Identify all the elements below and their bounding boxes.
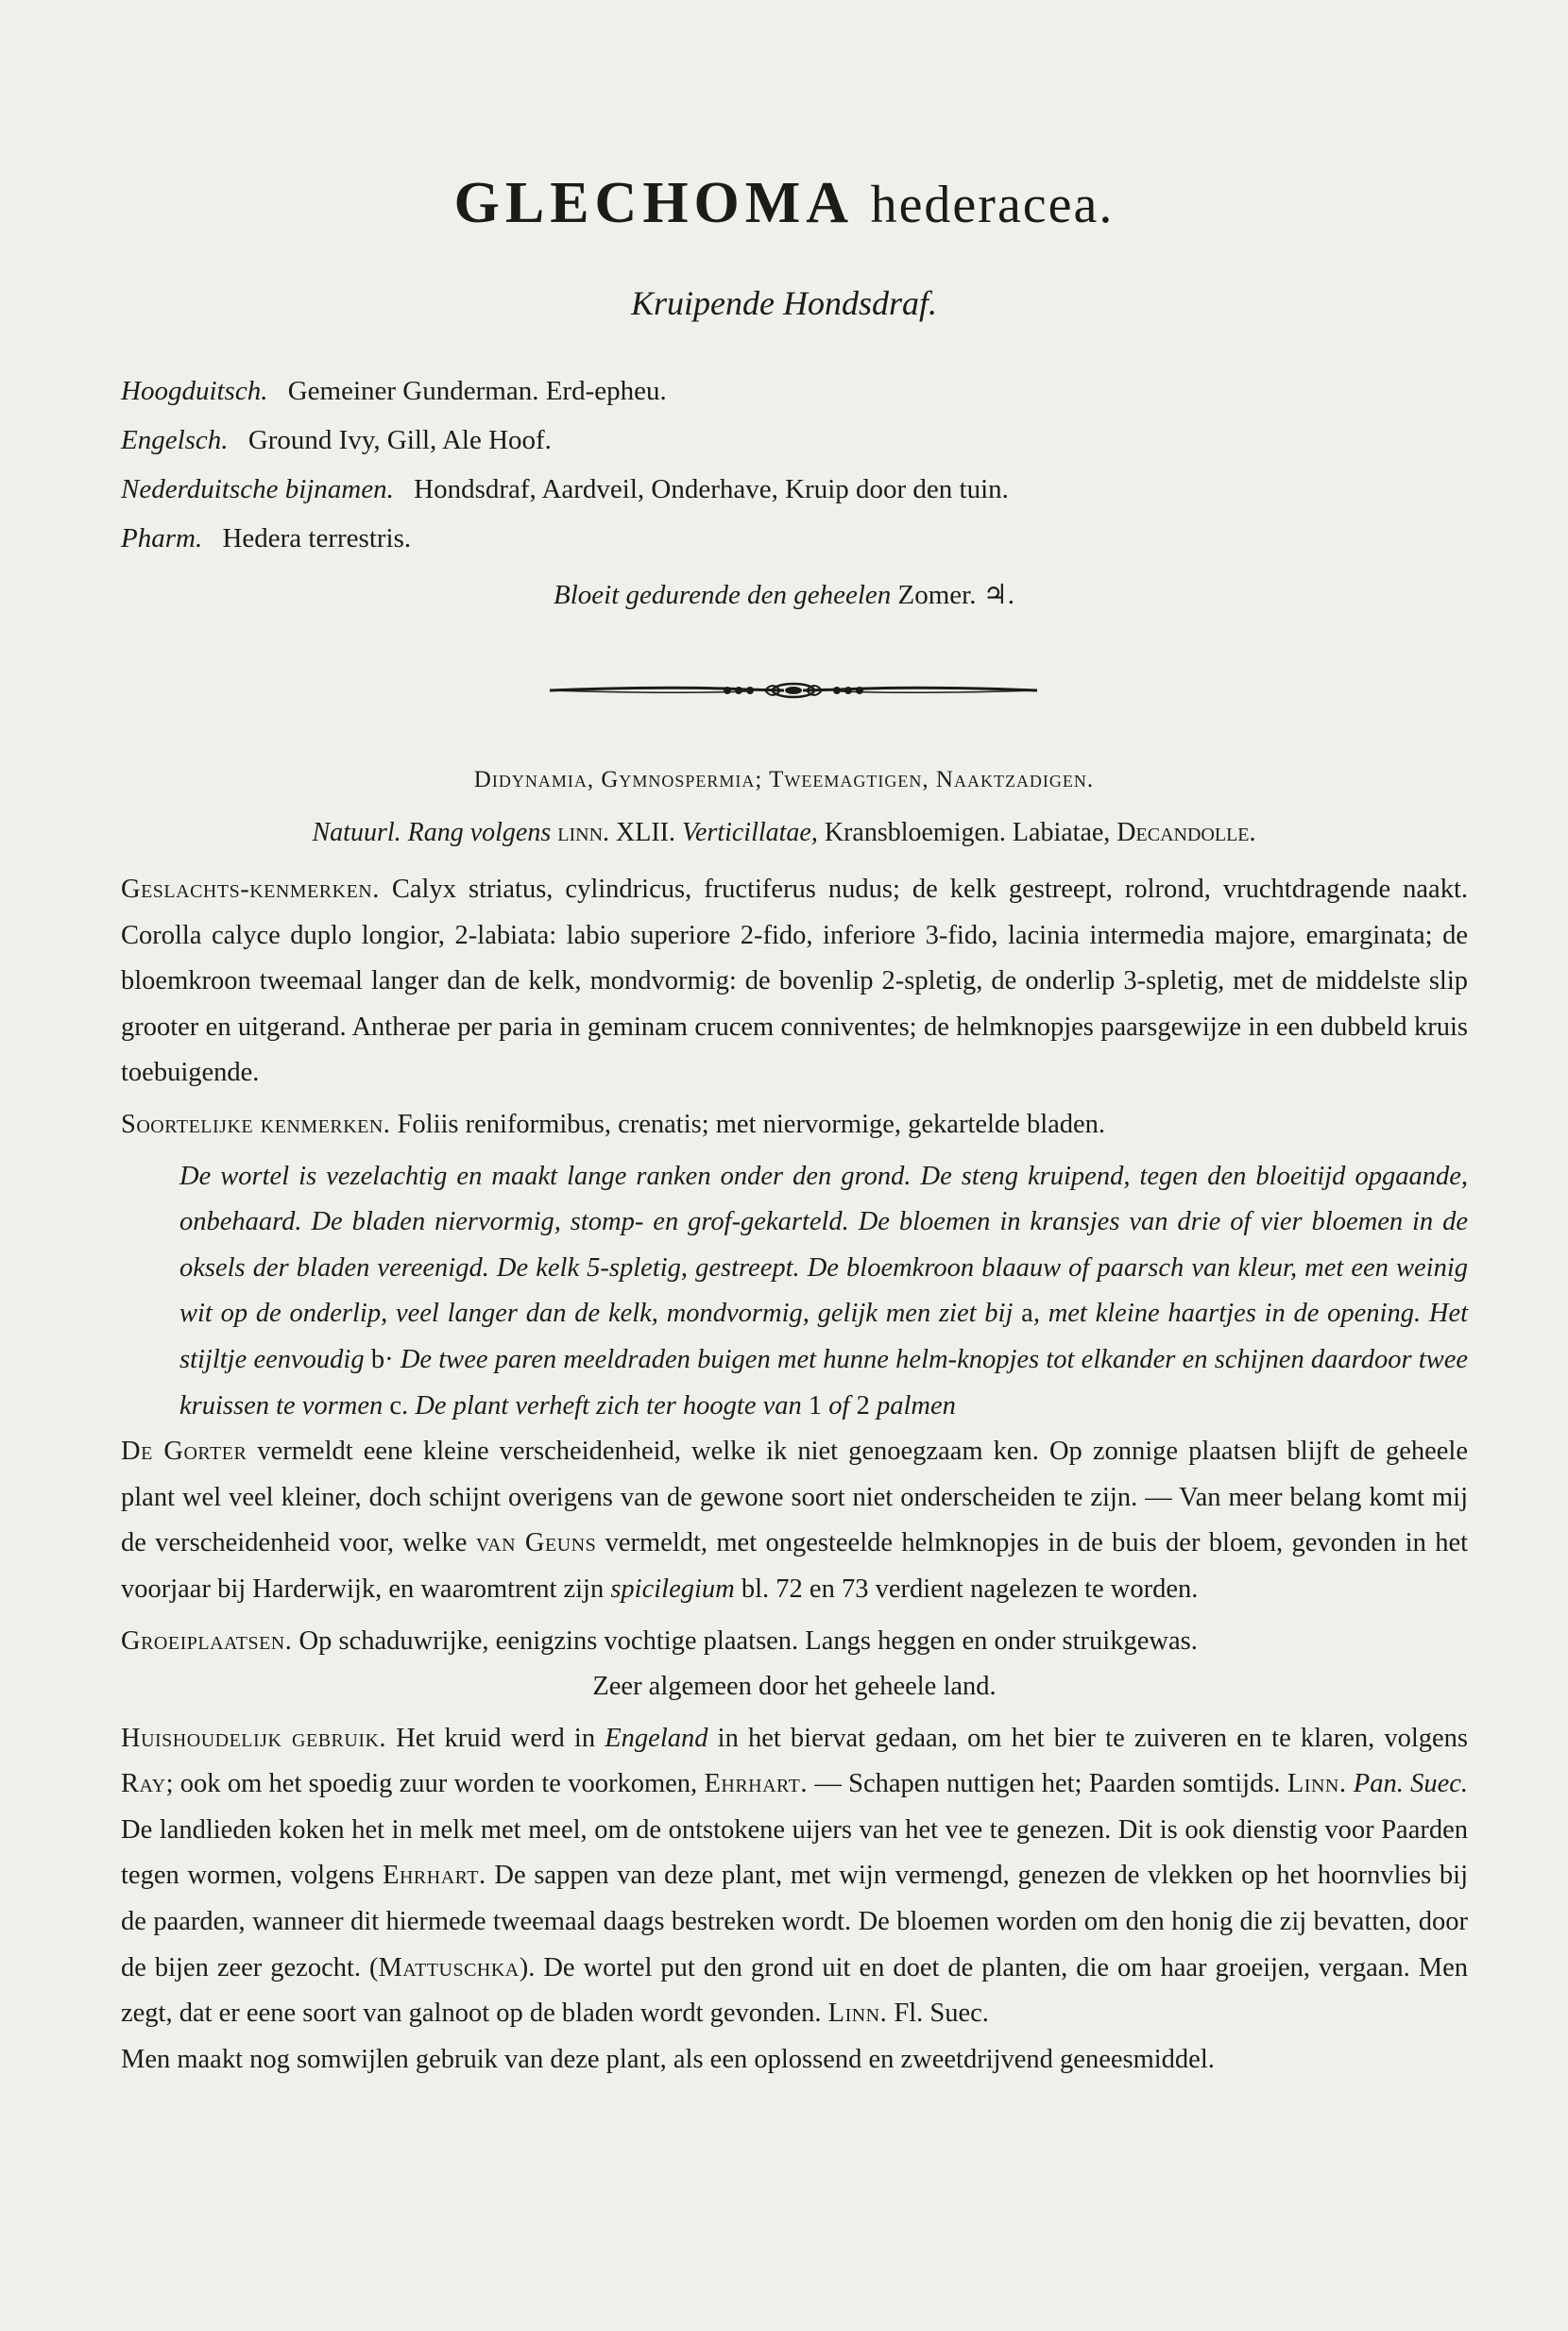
vernacular-value: Hedera terrestris.: [222, 523, 412, 553]
description-text: palmen: [876, 1390, 956, 1421]
linnaeus-ref: linn.: [557, 818, 610, 847]
description-text: De plant verheft zich ter hoogte van: [415, 1390, 802, 1421]
section-heading: Huishoudelijk gebruik.: [121, 1723, 387, 1753]
bloom-line: [0, 578, 1568, 611]
section-text: De sappen van deze plant, met wijn vermengd, genezen de vlekken op het hoornvlies bij de paarden, wanneer dit hiermede tweemaal daags bestreken wordt. De bloemen worden om den honig die zij bevatten, door de bijen zeer gezocht. (: [121, 1861, 1469, 1982]
paragraph-text: bl. 72 en 73 verdient nagelezen te worden.: [741, 1574, 1199, 1604]
description-text: De wortel is vezelachtig en maakt lange ranken onder den grond. De steng kruipend, tegen den bloeitijd opgaande, onbehaard. De bladen niervormig, stomp- en grof-gekarteld. De bloemen in kransjes van drie of vier bloemen in de oksels der bladen vereenigd. De kelk 5-spletig, gestreept. De bloemkroon blaauw of paarsch van kleur, met een weinig wit op de onderlip, veel langer dan de kelk, mondvormig, gelijk men ziet bij: [179, 1161, 1468, 1329]
classification-line: Didynamia, Gymnospermia; Tweemagtigen, Naaktzadigen.: [473, 767, 1095, 792]
closing-sentence: Men maakt nog somwijlen gebruik van deze plant, als een oplossend en zweetdrijvend geneesmiddel.: [121, 2044, 1215, 2074]
rank-prefix: Natuurl. Rang volgens: [312, 818, 552, 847]
figure-ref-b: b·: [370, 1344, 394, 1374]
vernacular-lang: Engelsch.: [121, 425, 229, 455]
paragraph-text: vermeldt, met ongesteelde helmknopjes in de buis der bloem, gevonden in het voorjaar bij Harderwijk, en waaromtrent zijn: [121, 1528, 1469, 1604]
perennial-symbol: ♃.: [982, 580, 1014, 610]
page-title: [0, 170, 1568, 237]
section-heading: Groeiplaatsen.: [121, 1625, 293, 1656]
place-name: Engeland: [605, 1723, 708, 1753]
habitat: [121, 1619, 1468, 1665]
bloom-italic: Bloeit gedurende den geheelen: [554, 580, 892, 610]
height-min: 1: [808, 1390, 823, 1421]
species-characters: [121, 1102, 1468, 1148]
genus-characters: [121, 867, 1468, 1097]
section-heading: Geslachts-kenmerken.: [121, 875, 380, 904]
section-heading: Soortelijke kenmerken.: [121, 1109, 391, 1139]
section-text: Het kruid werd in: [396, 1723, 596, 1753]
description-text: De twee paren meeldraden buigen met hunne helm-knopjes tot elkander en schijnen daardoor twee kruissen te vormen: [179, 1344, 1469, 1421]
rank-number: XLII.: [616, 818, 675, 847]
habitat-line2: Zeer algemeen door het geheele land.: [592, 1672, 997, 1702]
vernacular-lang: Nederduitsche bijnamen.: [121, 474, 394, 504]
figure-ref-a: a: [1021, 1299, 1033, 1329]
section-text: — Schapen nuttigen het; Paarden somtijds.: [814, 1769, 1281, 1799]
description-text: of: [828, 1390, 850, 1421]
gorter-paragraph: [121, 1429, 1468, 1612]
genus-name: GLECHOMA: [453, 171, 855, 235]
author-name: Linn.: [1287, 1769, 1347, 1799]
author-name: Linn.: [827, 1999, 888, 2029]
vernacular-row: [121, 465, 1462, 514]
work-title: Pan. Suec.: [1353, 1769, 1469, 1799]
description-text: , met kleine haartjes in de opening. Het stijltje eenvoudig: [179, 1299, 1469, 1374]
section-text: Foliis reniformibus, crenatis; met niervormige, gekartelde bladen.: [397, 1109, 1106, 1139]
paragraph-text: vermeldt eene kleine verscheidenheid, welke ik niet genoegzaam ken. Op zonnige plaatsen blijft de geheele plant wel veel kleiner, doch schijnt overigens van de gewone soort niet onderscheiden te zijn. — Van meer belang komt mij de verscheidenheid voor, welke: [121, 1437, 1468, 1558]
author-name: Mattuschka: [378, 1952, 520, 1982]
section-text: in het biervat gedaan, om het bier te zuiveren en te klaren, volgens: [717, 1723, 1469, 1753]
author-name: Ehrhart.: [704, 1769, 809, 1799]
family-names: Kransbloemigen. Labiatae,: [824, 818, 1111, 847]
bloom-season: Zomer.: [897, 580, 977, 610]
section-text: ). De wortel put den grond uit en doet de planten, die om haar groeijen, vergaan. Men zegt, dat er eene soort van galnoot op de bladen wordt gevonden.: [121, 1952, 1468, 2029]
section-text: Calyx striatus, cylindricus, fructiferus nudus; de kelk gestreept, rolrond, vruchtdragende naakt. Corolla calyce duplo longior, 2-labiata: labio superiore 2-fido, inferiore 3-fido, lacinia intermedia majore, emarginata; de bloemkroon tweemaal langer dan de kelk, mondvormig: de bovenlip 2-spletig, de onderlip 3-spletig, met de middelste slip grooter en uitgerand. Antherae per paria in geminam crucem conniventes; de helmknopjes paarsgewijze in een dubbeld kruis toebuigende.: [121, 875, 1468, 1088]
author-name: Ray: [121, 1769, 166, 1799]
order-name: Verticillatae,: [682, 818, 818, 847]
natural-rank-line: [0, 818, 1568, 848]
plant-description: [121, 1154, 1468, 1430]
vernacular-lang: Pharm.: [121, 523, 203, 553]
vernacular-names: [121, 366, 1462, 563]
height-max: 2: [856, 1390, 870, 1421]
vernacular-value: Hondsdraf, Aardveil, Onderhave, Kruip door den tuin.: [414, 474, 1009, 504]
vernacular-value: Ground Ivy, Gill, Ale Hoof.: [247, 425, 552, 455]
author-name: De Gorter: [121, 1437, 247, 1467]
vernacular-lang: Hoogduitsch.: [121, 376, 268, 406]
main-text: [121, 867, 1468, 2083]
work-title: spicilegium: [610, 1574, 735, 1604]
household-uses: [121, 1716, 1468, 2037]
section-text: ; ook om het spoedig zuur worden te voorkomen,: [165, 1769, 698, 1799]
vernacular-row: [121, 514, 1462, 563]
vernacular-row: [121, 366, 1462, 416]
decandolle-ref: Decandolle.: [1116, 818, 1256, 847]
figure-ref-c: c.: [389, 1390, 409, 1421]
author-name: Ehrhart.: [383, 1861, 486, 1891]
section-text: De landlieden koken het in melk met meel, om de ontstokene uijers van het vee te genezen. Dit is ook dienstig voor Paarden tegen wormen, volgens: [121, 1814, 1468, 1891]
vernacular-row: [121, 416, 1462, 465]
author-name: van Geuns: [475, 1528, 597, 1558]
ornament-divider-icon: [548, 678, 1039, 703]
dutch-name: Kruipende Hondsdraf.: [631, 284, 937, 322]
vernacular-value: Gemeiner Gunderman. Erd-epheu.: [287, 376, 667, 406]
species-name: hederacea.: [870, 176, 1115, 234]
work-title: Fl. Suec.: [894, 1999, 989, 2029]
section-text: Op schaduwrijke, eenigzins vochtige plaatsen. Langs heggen en onder struikgewas.: [298, 1625, 1198, 1656]
